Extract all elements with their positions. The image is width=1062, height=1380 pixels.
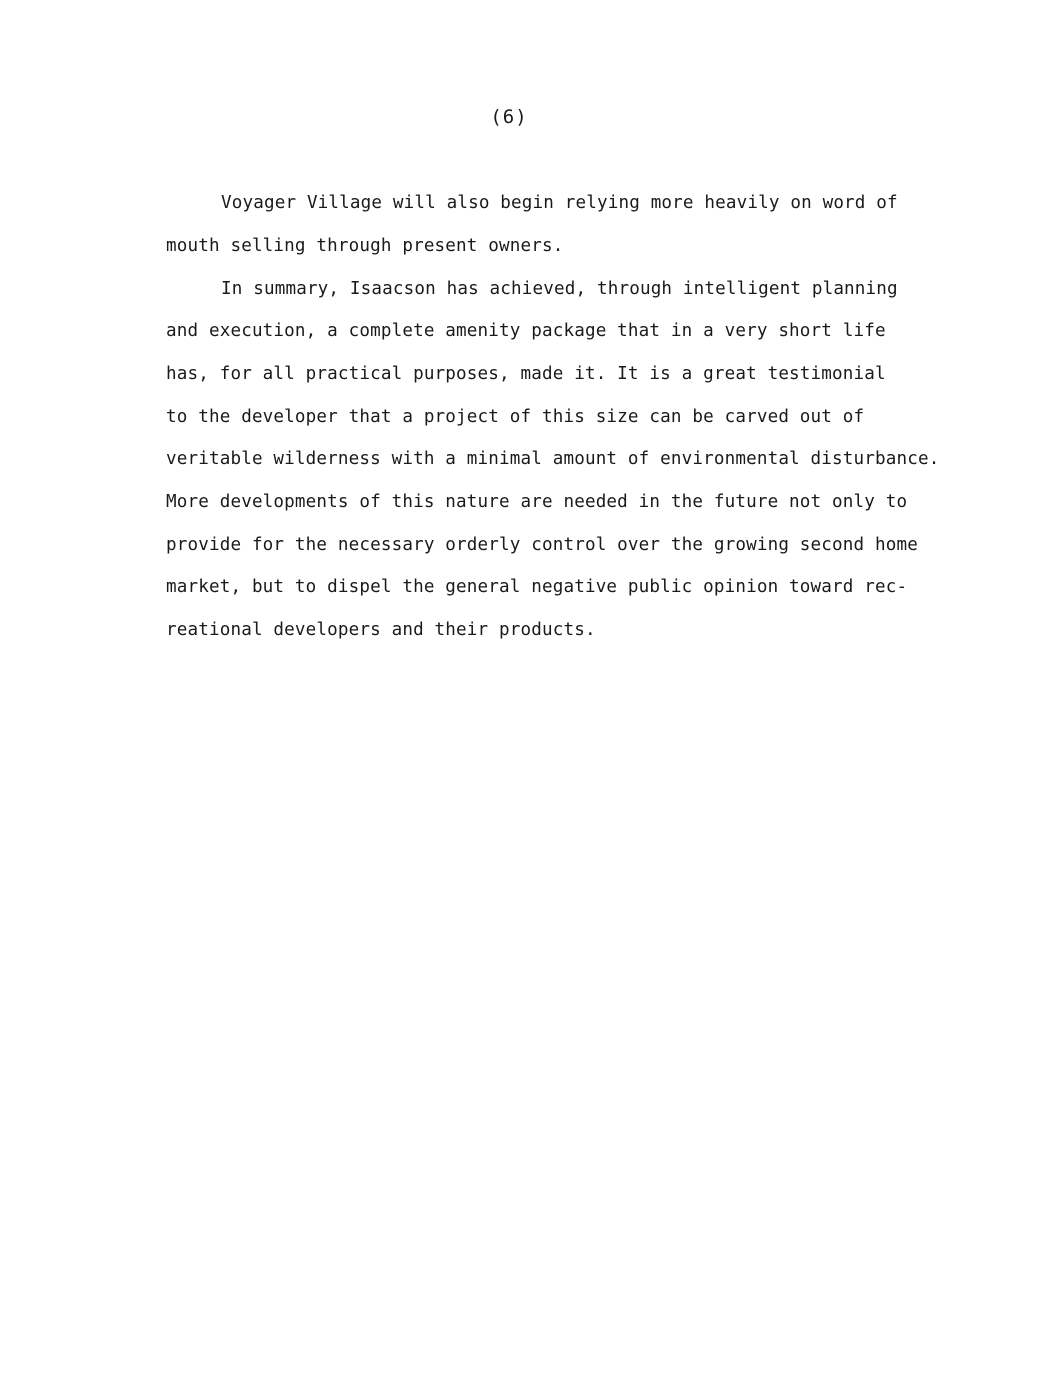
text-line: has, for all practical purposes, made it. It is a great testimonial xyxy=(166,364,886,384)
text-line: More developments of this nature are needed in the future not only to xyxy=(166,492,908,512)
page-number: (6) xyxy=(490,106,528,128)
text-line: In summary, Isaacson has achieved, through intelligent planning xyxy=(221,279,898,299)
text-line: market, but to dispel the general negative public opinion toward rec- xyxy=(166,577,908,597)
text-line: mouth selling through present owners. xyxy=(166,236,564,256)
text-line: provide for the necessary orderly control over the growing second home xyxy=(166,535,918,555)
text-line: and execution, a complete amenity package that in a very short life xyxy=(166,321,886,341)
text-line: reational developers and their products. xyxy=(166,620,596,640)
text-line: veritable wilderness with a minimal amount of environmental disturbance. xyxy=(166,449,940,469)
text-line: Voyager Village will also begin relying more heavily on word of xyxy=(221,193,898,213)
text-line: to the developer that a project of this size can be carved out of xyxy=(166,407,865,427)
